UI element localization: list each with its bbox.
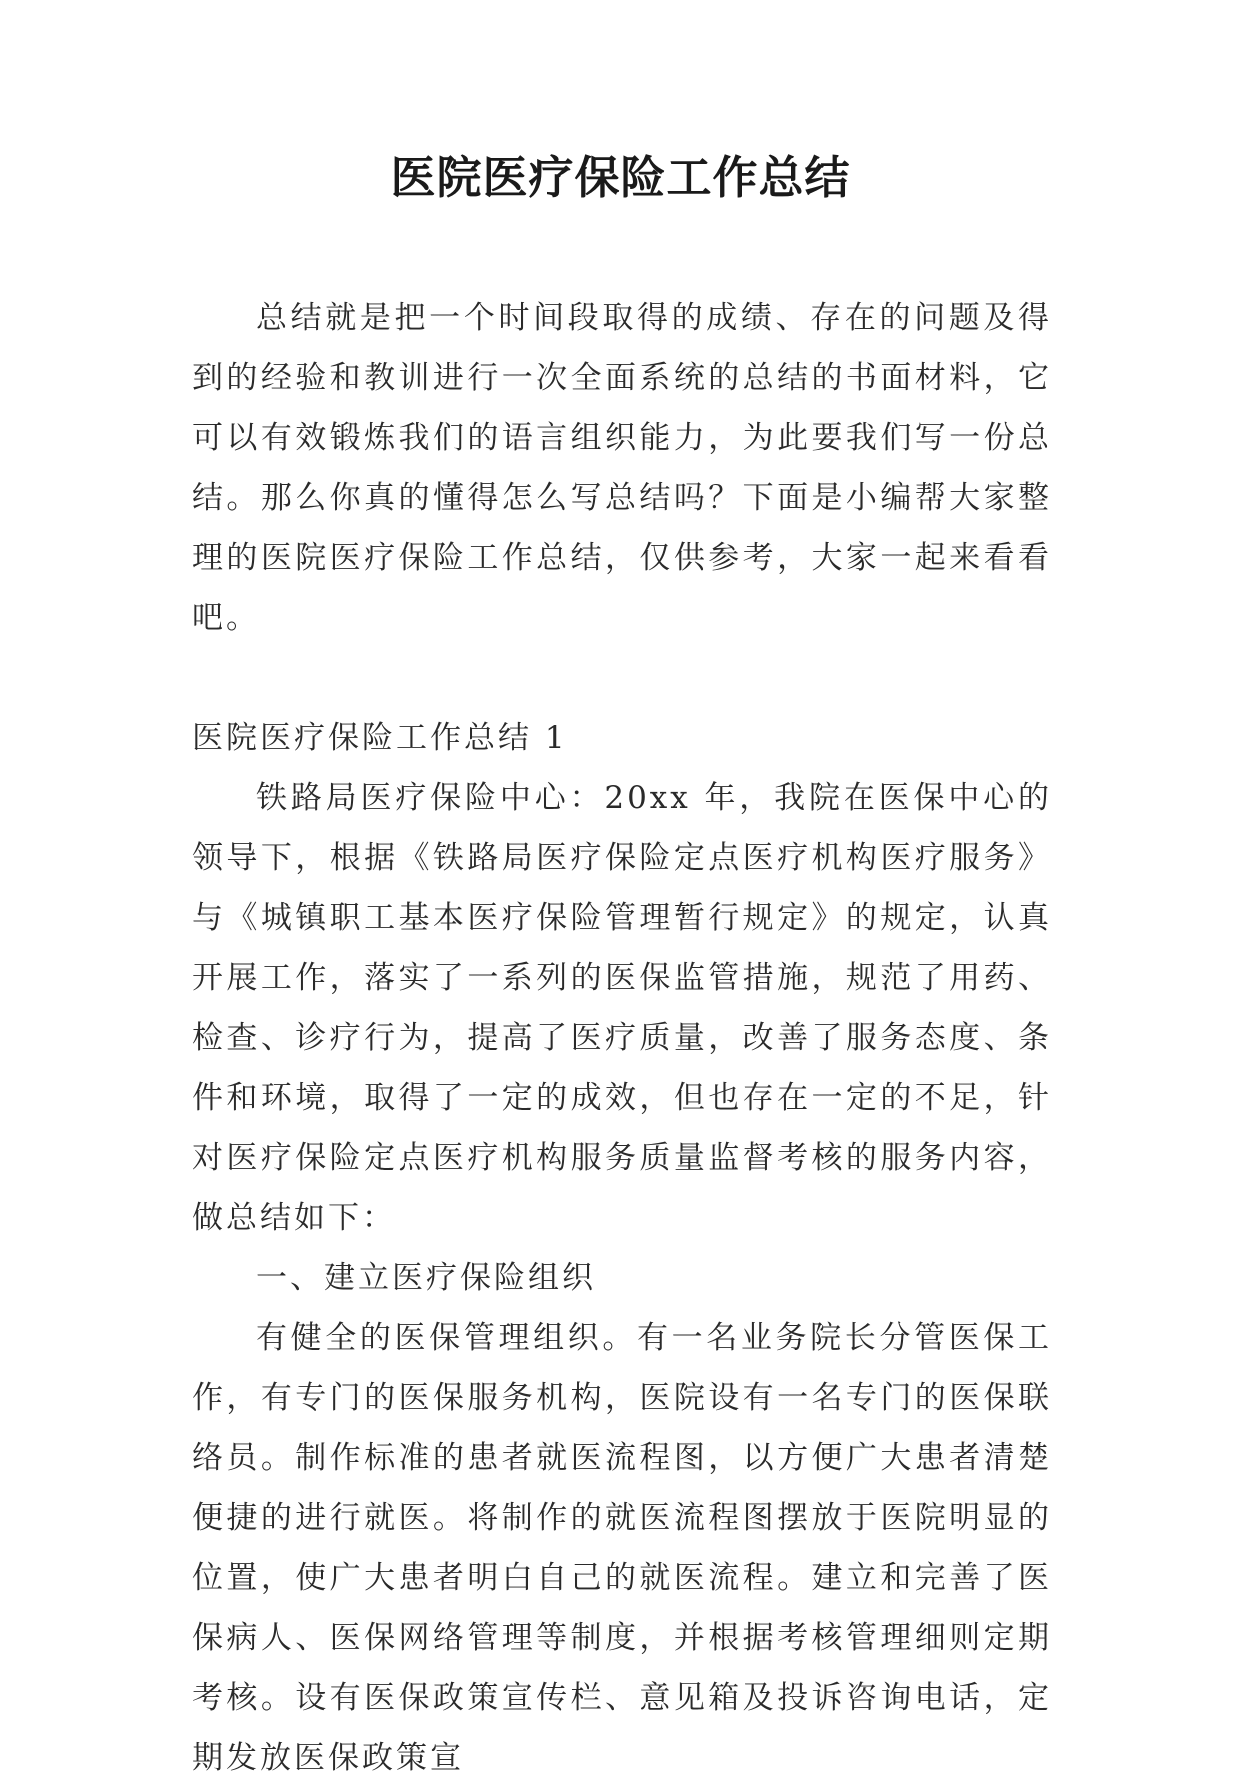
paragraph-gap bbox=[192, 648, 1052, 708]
body-paragraph-2: 有健全的医保管理组织。有一名业务院长分管医保工作，有专门的医保服务机构，医院设有一名专门的医保联络员。制作标准的患者就医流程图，以方便广大患者清楚便捷的进行就医。将制作的就医流程图摆放于医院明显的位置，使广大患者明白自己的就医流程。建立和完善了医保病人、医保网络管理等制度，并根据考核管理细则定期考核。设有医保政策宣传栏、意见箱及投诉咨询电话，定期发放医保政策宣 bbox=[192, 1320, 1052, 1776]
intro-paragraph: 总结就是把一个时间段取得的成绩、存在的问题及得到的经验和教训进行一次全面系统的总结的书面材料，它可以有效锻炼我们的语言组织能力，为此要我们写一份总结。那么你真的懂得怎么写总结吗？下面是小编帮大家整理的医院医疗保险工作总结，仅供参考，大家一起来看看吧。 bbox=[192, 300, 1052, 636]
document-body bbox=[192, 288, 1052, 1788]
section-title: 医院医疗保险工作总结 1 bbox=[192, 720, 568, 756]
document-title: 医院医疗保险工作总结 bbox=[390, 151, 851, 204]
body-paragraph-1: 铁路局医疗保险中心：20xx 年，我院在医保中心的领导下，根据《铁路局医疗保险定点医疗机构医疗服务》与《城镇职工基本医疗保险管理暂行规定》的规定，认真开展工作，落实了一系列的医保监管措施，规范了用药、检查、诊疗行为，提高了医疗质量，改善了服务态度、条件和环境，取得了一定的成效，但也存在一定的不足，针对医疗保险定点医疗机构服务质量监督考核的服务内容，做总结如下： bbox=[192, 780, 1052, 1236]
heading-1: 一、建立医疗保险组织 bbox=[256, 1260, 596, 1296]
